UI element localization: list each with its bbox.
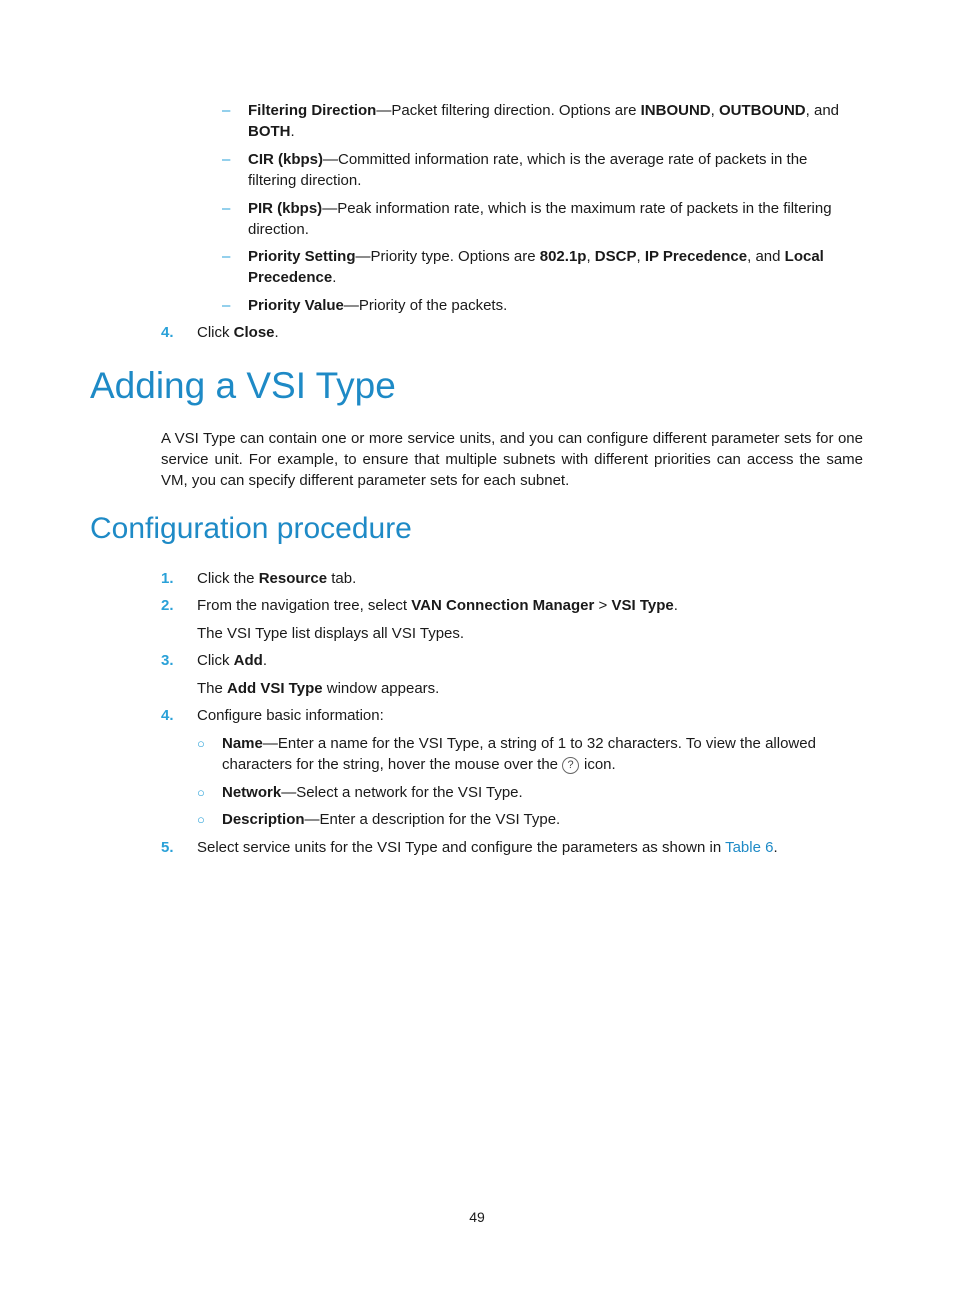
term: Filtering Direction bbox=[248, 102, 377, 119]
table-link[interactable]: Table 6 bbox=[725, 839, 774, 856]
step-note: The VSI Type list displays all VSI Types. bbox=[197, 625, 465, 642]
step-text: Configure basic information: bbox=[197, 707, 384, 724]
step-text: From the navigation tree, select VAN Connection Manager > VSI Type. bbox=[197, 597, 678, 614]
list-item: Description—Enter a description for the VSI Type. bbox=[222, 811, 561, 828]
bullet-dash: – bbox=[222, 248, 231, 265]
list-item: Priority Setting—Priority type. Options are 802.1p, DSCP, IP Precedence, and Local Precedence. bbox=[248, 248, 824, 286]
bullet-dash: – bbox=[222, 102, 231, 119]
subsection-heading: Configuration procedure bbox=[90, 512, 412, 545]
step-text: Click the Resource tab. bbox=[197, 570, 357, 587]
step-text: Click Add. bbox=[197, 652, 268, 669]
step-text: Select service units for the VSI Type and configure the parameters as shown in Table 6. bbox=[197, 839, 778, 856]
bullet-dash: – bbox=[222, 200, 231, 217]
list-item: Priority Value—Priority of the packets. bbox=[248, 297, 508, 314]
step-number: 2. bbox=[161, 597, 174, 614]
list-item: Name—Enter a name for the VSI Type, a string of 1 to 32 characters. To view the allowed characters for the string, hover the mouse over the ? icon. bbox=[222, 735, 816, 773]
list-item: Filtering Direction—Packet filtering direction. Options are INBOUND, OUTBOUND, and BOTH. bbox=[248, 102, 840, 140]
page-number: 49 bbox=[469, 1209, 485, 1225]
bullet-dash: – bbox=[222, 151, 231, 168]
bullet-circle: ○ bbox=[197, 812, 205, 827]
step-number: 4. bbox=[161, 707, 174, 724]
step-number: 4. bbox=[161, 324, 174, 341]
bullet-dash: – bbox=[222, 297, 231, 314]
list-item: PIR (kbps)—Peak information rate, which is the maximum rate of packets in the filtering direction. bbox=[248, 200, 832, 238]
step-text: Click Close. bbox=[197, 324, 279, 341]
step-number: 5. bbox=[161, 839, 174, 856]
intro-paragraph: A VSI Type can contain one or more service units, and you can configure different parameter sets for one service unit. For example, to ensure that multiple subnets with different priorities can access the same VM, you can specify different parameter sets for each subnet. bbox=[161, 430, 863, 489]
list-item: Network—Select a network for the VSI Type. bbox=[222, 784, 523, 801]
help-icon: ? bbox=[562, 757, 579, 774]
bullet-circle: ○ bbox=[197, 736, 205, 751]
step-note: The Add VSI Type window appears. bbox=[197, 680, 440, 697]
section-heading: Adding a VSI Type bbox=[90, 365, 396, 406]
step-number: 3. bbox=[161, 652, 174, 669]
bullet-circle: ○ bbox=[197, 785, 205, 800]
list-item: CIR (kbps)—Committed information rate, which is the average rate of packets in the filtering direction. bbox=[248, 151, 808, 189]
step-number: 1. bbox=[161, 570, 174, 587]
